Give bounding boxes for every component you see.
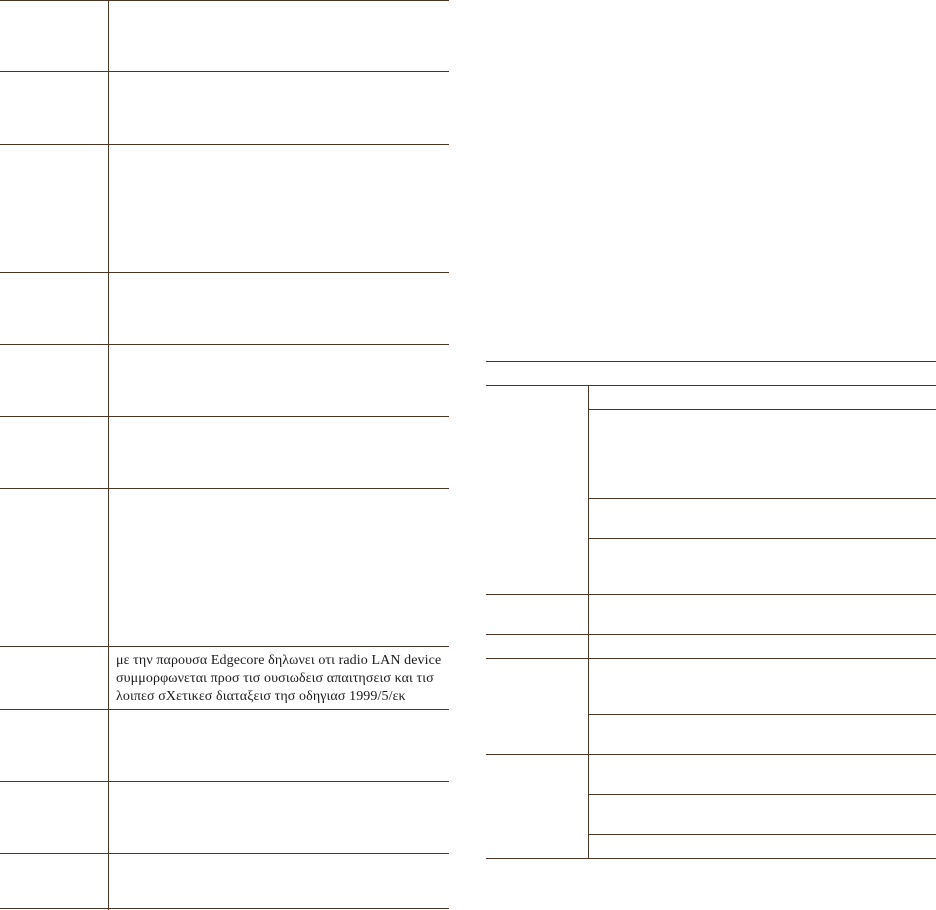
- declaration-line-1: με την παρουσα Edgecore δηλωνει οτι radio LAN device: [116, 653, 442, 668]
- right-table-subrow-divider: [588, 409, 936, 410]
- declaration-line-2: συμμορφωνεται προσ τισ ουσιωδεισ απαιτησεισ και τισ: [116, 671, 434, 686]
- right-table-group-divider: [486, 754, 936, 755]
- left-table-row-divider: [0, 416, 449, 417]
- right-table-group-divider: [486, 594, 936, 595]
- right-table-column-divider: [588, 385, 589, 859]
- left-table-row-divider: [0, 344, 449, 345]
- left-table-row-divider: [0, 853, 449, 854]
- right-table-bottom-rule: [486, 858, 936, 859]
- left-table-bottom-rule: [0, 908, 449, 909]
- declaration-line-3: λοιπεσ σΧετικεσ διαταξεισ τησ οδηγιασ 1999/5/εκ: [116, 689, 406, 704]
- right-table-subrow-divider: [588, 834, 936, 835]
- left-table-column-divider: [108, 0, 109, 910]
- right-table-subrow-divider: [588, 794, 936, 795]
- left-table-row-divider: [0, 144, 449, 145]
- right-table-subrow-divider: [588, 714, 936, 715]
- right-table-subrow-divider: [588, 538, 936, 539]
- left-table-row-divider: [0, 71, 449, 72]
- right-table-group-divider: [486, 658, 936, 659]
- right-table-group-divider: [486, 634, 936, 635]
- left-table-row-divider: [0, 488, 449, 489]
- left-table-row-divider: [0, 709, 449, 710]
- left-table-row-divider: [0, 272, 449, 273]
- right-table-top-rule: [486, 361, 936, 362]
- right-table-header-rule: [486, 385, 936, 386]
- right-table-subrow-divider: [588, 498, 936, 499]
- left-table-row-divider: [0, 781, 449, 782]
- left-table-top-rule: [0, 0, 449, 1]
- left-table-row-divider: [0, 646, 449, 647]
